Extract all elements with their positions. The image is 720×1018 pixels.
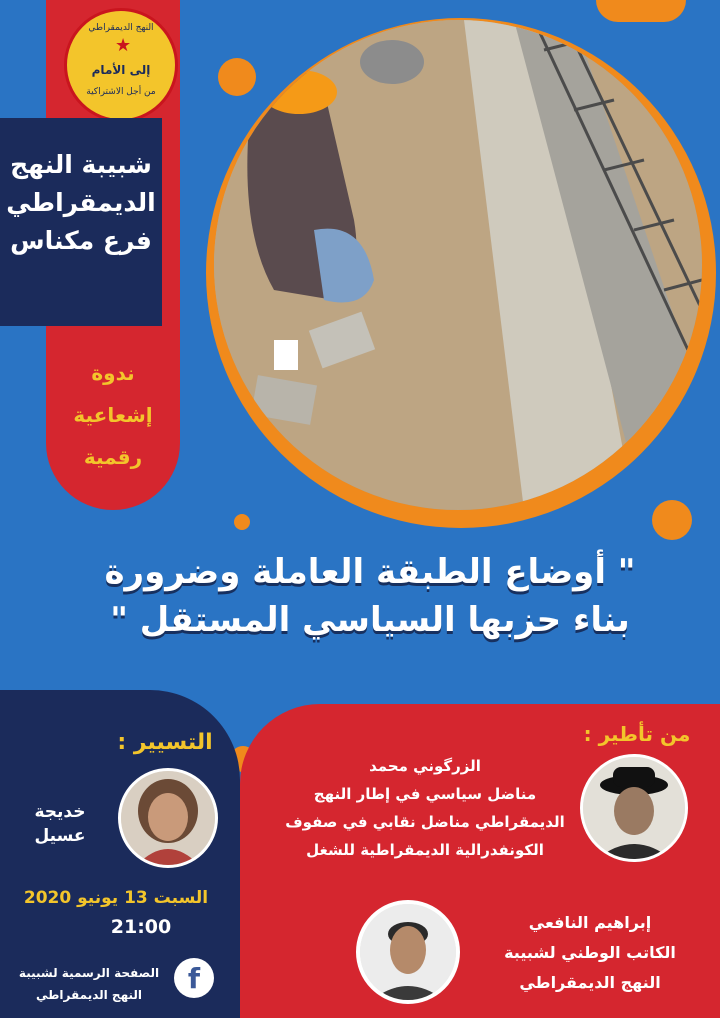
facebook-icon: f: [174, 958, 214, 998]
organization-name: شبيبة النهج الديمقراطي فرع مكناس: [6, 150, 156, 255]
moderator-name: خديجة عسيل: [34, 802, 86, 846]
speaker-2-portrait: [356, 900, 460, 1004]
decor-dot: [218, 58, 256, 96]
event-time: 21:00: [110, 916, 172, 938]
speaker-1-avatar: [583, 757, 685, 859]
moderator-portrait: [118, 768, 218, 868]
star-icon: ★: [115, 35, 132, 56]
party-logo: النهج الديمقراطي ★ إلى الأمام من أجل الاشتراكية: [64, 8, 178, 122]
construction-illustration: [214, 20, 702, 510]
platform-text: الصفحة الرسمية لشبيبة النهج الديمقراطي: [18, 966, 160, 1002]
speaker-2-info: إبراهيم النافعي الكاتب الوطني لشبيبة النهج الديمقراطي: [504, 913, 676, 992]
moderator-avatar: [121, 771, 215, 865]
decor-dot: [234, 514, 250, 530]
speaker-2-avatar: [360, 904, 456, 1000]
construction-photo: [214, 20, 702, 510]
decor-dot: [596, 0, 686, 22]
speaker-1-portrait: [580, 754, 688, 862]
organization-box: [0, 118, 162, 326]
speaker-1-info: الزرگوني محمد مناضل سياسي في إطار النهج الديمقراطي مناضل نقابي في صفوف الكونفدرالية الديمقراطية للشغل: [285, 757, 565, 859]
speakers-label: من تأطير :: [583, 722, 691, 746]
event-type: ندوة إشعاعية رقمية: [73, 361, 153, 469]
decor-dot: [652, 500, 692, 540]
event-headline: " أوضاع الطبقة العاملة وضرورة بناء حزبها السياسي المستقل ": [104, 552, 636, 640]
moderation-label: التسيير :: [117, 730, 213, 755]
event-date: السبت 13 يونيو 2020: [23, 888, 209, 908]
